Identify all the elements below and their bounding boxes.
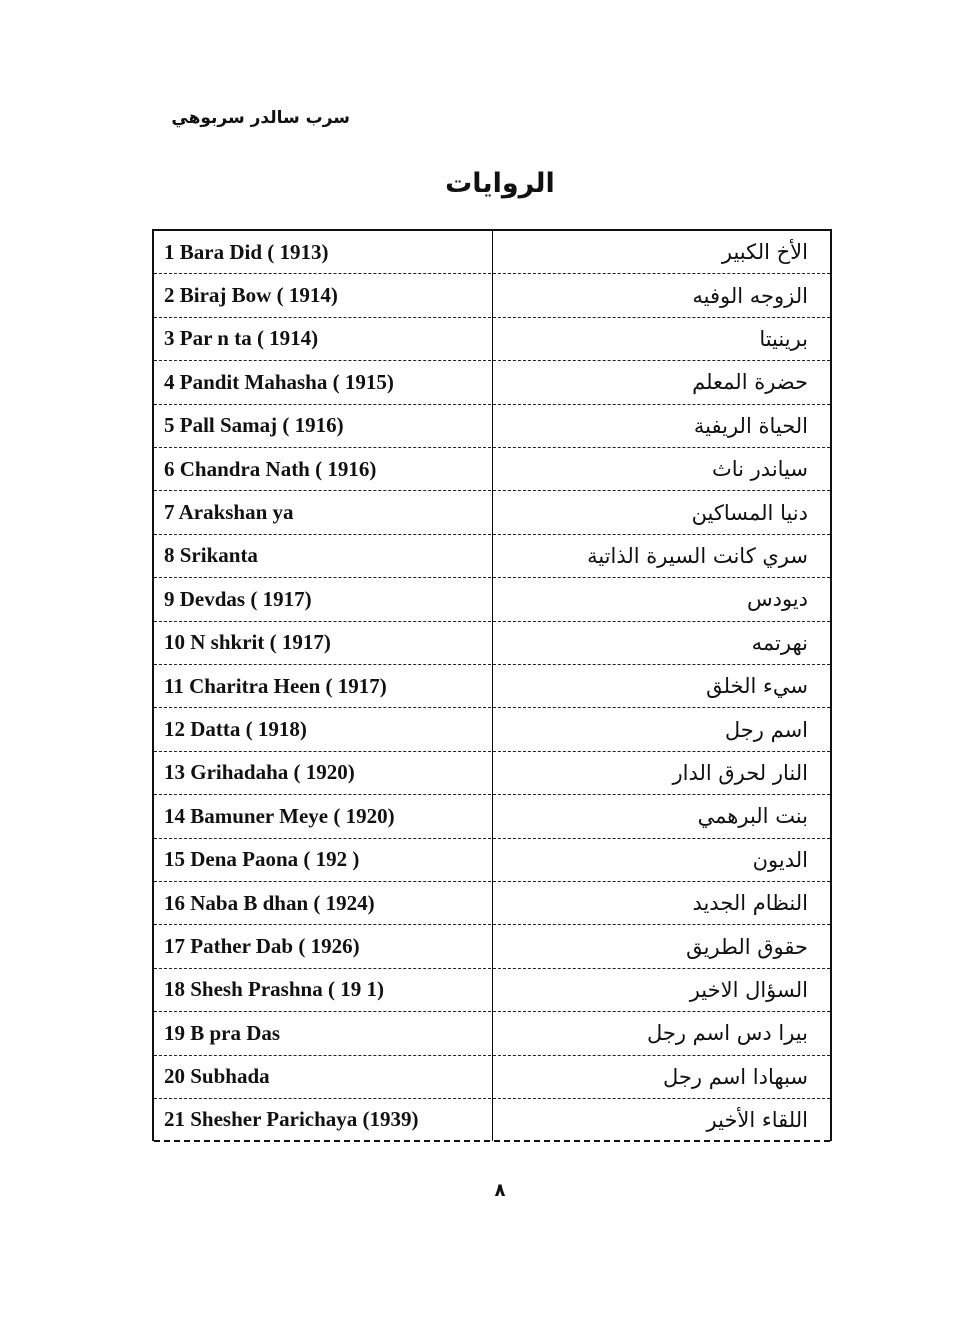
- english-title-cell: 11 Charitra Heen ( 1917): [164, 673, 387, 698]
- running-head: سرب سالدر سربوهي: [171, 108, 350, 128]
- table-row: [154, 622, 830, 665]
- arabic-title-cell: بنت البرهمي: [697, 804, 808, 829]
- table-row: [154, 318, 830, 361]
- arabic-title-cell: النظام الجديد: [692, 891, 808, 916]
- arabic-title-cell: النار لحرق الدار: [672, 760, 808, 785]
- table-row: [154, 1056, 830, 1099]
- english-title-cell: 14 Bamuner Meye ( 1920): [164, 803, 395, 828]
- arabic-title-cell: سري كانت السيرة الذاتية: [587, 543, 808, 568]
- arabic-title-cell: سيء الخلق: [706, 674, 808, 699]
- arabic-title-cell: دنيا المساكين: [691, 500, 808, 525]
- english-title-cell: 2 Biraj Bow ( 1914): [164, 283, 338, 308]
- arabic-title-cell: اسم رجل: [724, 717, 808, 742]
- english-title-cell: 9 Devdas ( 1917): [164, 586, 312, 611]
- arabic-title-cell: برينيتا: [759, 326, 808, 351]
- english-title-cell: 6 Chandra Nath ( 1916): [164, 456, 377, 481]
- table-row: [154, 448, 830, 491]
- english-title-cell: 10 N shkrit ( 1917): [164, 630, 331, 655]
- arabic-title-cell: الزوجه الوفيه: [692, 283, 808, 308]
- arabic-title-cell: سبهادا اسم رجل: [663, 1064, 808, 1089]
- arabic-title-cell: السؤال الاخير: [689, 977, 808, 1002]
- table-row: [154, 795, 830, 838]
- table-row: [154, 578, 830, 621]
- english-title-cell: 18 Shesh Prashna ( 19 1): [164, 977, 384, 1002]
- table-row: [154, 274, 830, 317]
- table-row: [154, 708, 830, 751]
- english-title-cell: 13 Grihadaha ( 1920): [164, 760, 355, 785]
- page-number: ٨: [494, 1180, 506, 1201]
- table-row: [154, 1012, 830, 1055]
- table-row: [154, 1099, 830, 1142]
- arabic-title-cell: الأخ الكبير: [721, 240, 808, 265]
- table-row: [154, 361, 830, 404]
- arabic-title-cell: نهرتمه: [751, 630, 808, 655]
- english-title-cell: 7 Arakshan ya: [164, 500, 294, 525]
- arabic-title-cell: ديودس: [746, 587, 808, 612]
- section-title: الروايات: [445, 168, 555, 199]
- english-title-cell: 3 Par n ta ( 1914): [164, 326, 319, 351]
- table-row: [154, 839, 830, 882]
- table-row: [154, 882, 830, 925]
- english-title-cell: 19 B pra Das: [164, 1020, 281, 1045]
- arabic-title-cell: الديون: [752, 847, 808, 872]
- english-title-cell: 17 Pather Dab ( 1926): [164, 934, 360, 959]
- novels-table: [152, 229, 832, 1141]
- english-title-cell: 21 Shesher Parichaya (1939): [164, 1107, 419, 1132]
- english-title-cell: 16 Naba B dhan ( 1924): [164, 890, 375, 915]
- english-title-cell: 20 Subhada: [164, 1064, 270, 1089]
- english-title-cell: 8 Srikanta: [164, 543, 258, 568]
- table-row: [154, 535, 830, 578]
- table-row: [154, 752, 830, 795]
- english-title-cell: 15 Dena Paona ( 192 ): [164, 847, 360, 872]
- table-row: [154, 969, 830, 1012]
- table-row: [154, 925, 830, 968]
- arabic-title-cell: بيرا دس اسم رجل: [646, 1021, 808, 1046]
- table-row: [154, 405, 830, 448]
- arabic-title-cell: حقوق الطريق: [686, 934, 808, 959]
- english-title-cell: 4 Pandit Mahasha ( 1915): [164, 369, 394, 394]
- table-row: [154, 231, 830, 274]
- table-row: [154, 665, 830, 708]
- arabic-title-cell: سياندر ناث: [711, 457, 808, 482]
- arabic-title-cell: الحياة الريفية: [693, 413, 808, 438]
- english-title-cell: 12 Datta ( 1918): [164, 717, 307, 742]
- english-title-cell: 5 Pall Samaj ( 1916): [164, 413, 344, 438]
- arabic-title-cell: حضرة المعلم: [692, 370, 808, 395]
- arabic-title-cell: اللقاء الأخير: [706, 1107, 808, 1132]
- table-row: [154, 491, 830, 534]
- english-title-cell: 1 Bara Did ( 1913): [164, 239, 329, 264]
